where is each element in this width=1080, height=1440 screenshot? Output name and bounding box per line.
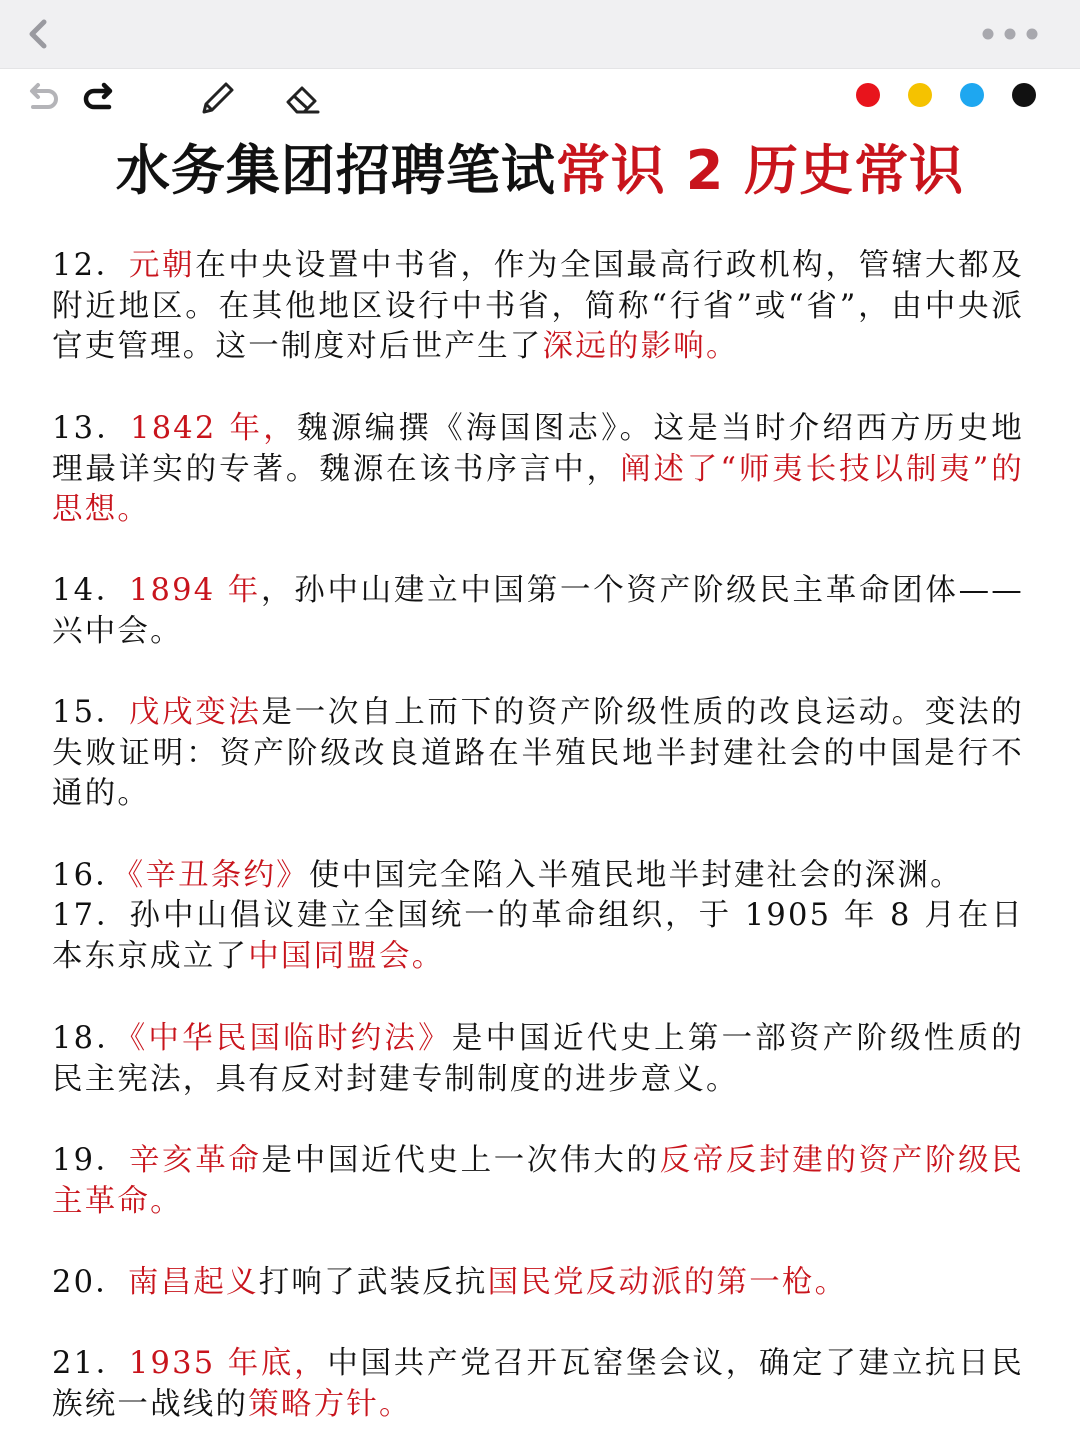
page-title [0, 128, 1080, 214]
body-text: 在中央设置中书省，作为全国最高行政机构，管辖大都及附近地区。在其他地区设行中书省，简称“行省”或“省”，由中央派官吏管理。这一制度对后世产生了 [52, 248, 1024, 364]
color-swatch-yellow[interactable] [908, 83, 932, 107]
redo-icon [80, 78, 120, 118]
color-swatch-blue[interactable] [960, 83, 984, 107]
body-text: ，孙中山建立中国第一个资产阶级民主革命团体——兴中会。 [52, 573, 1024, 649]
highlighted-text: 1935 年底， [128, 1346, 328, 1381]
highlighted-text: 元朝 [128, 248, 196, 283]
title-highlight: 常识 2 历史常识 [555, 139, 965, 202]
more-options-button[interactable] [980, 24, 1044, 44]
body-text: 17．孙中山倡议建立全国统一的革命组织，于 1905 年 8 月在日本东京成立了 [52, 898, 1024, 974]
body-text: 20． [52, 1265, 128, 1300]
body-text: 18． [52, 1021, 130, 1056]
body-text: 19． [52, 1143, 129, 1178]
highlighted-text: 1894 年 [128, 573, 262, 608]
history-fact-item [52, 856, 1024, 897]
body-text: 14． [52, 573, 129, 608]
history-fact-item [52, 896, 1024, 977]
highlighted-text: 《中华民国临时约法》 [129, 1021, 452, 1056]
chevron-left-icon [18, 14, 58, 54]
body-text: 16． [52, 858, 128, 893]
highlighted-text: 深远的影响。 [542, 329, 739, 364]
eraser-tool-button[interactable] [282, 78, 322, 118]
body-text: 是中国近代史上一次伟大的 [261, 1143, 660, 1178]
history-fact-item [52, 1141, 1024, 1222]
body-text: 21． [52, 1346, 129, 1381]
highlighted-text: 《辛丑条约》 [127, 858, 309, 893]
history-fact-item [52, 1019, 1024, 1100]
history-fact-item [52, 1344, 1024, 1425]
redo-button[interactable] [80, 78, 120, 118]
highlighted-text: 辛亥革命 [128, 1143, 262, 1178]
body-text: 是中国近代史上第一部资产阶级性质的民主宪法，具有反对封建专制制度的进步意义。 [52, 1021, 1024, 1097]
history-fact-item [52, 693, 1024, 815]
back-button[interactable] [18, 14, 58, 54]
more-dots-icon [980, 24, 1044, 44]
history-fact-item [52, 1263, 1024, 1304]
body-text: 是一次自上而下的资产阶级性质的改良运动。变法的失败证明：资产阶级改良道路在半殖民地半封建社会的中国是行不通的。 [52, 695, 1024, 811]
undo-button[interactable] [22, 78, 62, 118]
history-fact-item [52, 571, 1024, 652]
body-text: 打响了武装反抗 [258, 1265, 488, 1300]
color-swatch-black[interactable] [1012, 83, 1036, 107]
pencil-icon [198, 78, 238, 118]
highlighted-text: 中国同盟会。 [248, 938, 445, 974]
history-fact-item [52, 409, 1024, 531]
body-text: 15． [52, 695, 129, 730]
pencil-tool-button[interactable] [198, 78, 238, 118]
eraser-icon [282, 78, 322, 118]
highlighted-text: 国民党反动派的第一枪。 [487, 1265, 848, 1300]
body-text: 中国共产党召开瓦窑堡会议，确定了建立抗日民族统一战线的 [52, 1346, 1025, 1422]
history-fact-item [52, 246, 1024, 368]
undo-icon [22, 78, 62, 118]
body-text: 13． [52, 411, 131, 446]
highlighted-text: 1842 年， [130, 411, 298, 446]
highlighted-text: 阐述了“师夷长技以制夷”的思想。 [52, 451, 1024, 527]
highlighted-text: 南昌起义 [127, 1265, 259, 1300]
body-text: 魏源编撰《海国图志》。这是当时介绍西方历史地理最详实的专著。魏源在该书序言中， [52, 411, 1025, 487]
title-main: 水务集团招聘笔试 [115, 139, 556, 202]
body-text: 12． [52, 248, 129, 283]
highlighted-text: 反帝反封建的资产阶级民主革命。 [52, 1143, 1024, 1219]
color-swatch-red[interactable] [856, 83, 880, 107]
body-text: 使中国完全陷入半殖民地半封建社会的深渊。 [308, 858, 963, 893]
highlighted-text: 戊戌变法 [128, 695, 262, 730]
highlighted-text: 策略方针。 [248, 1386, 412, 1422]
top-nav-bar [0, 0, 1080, 69]
